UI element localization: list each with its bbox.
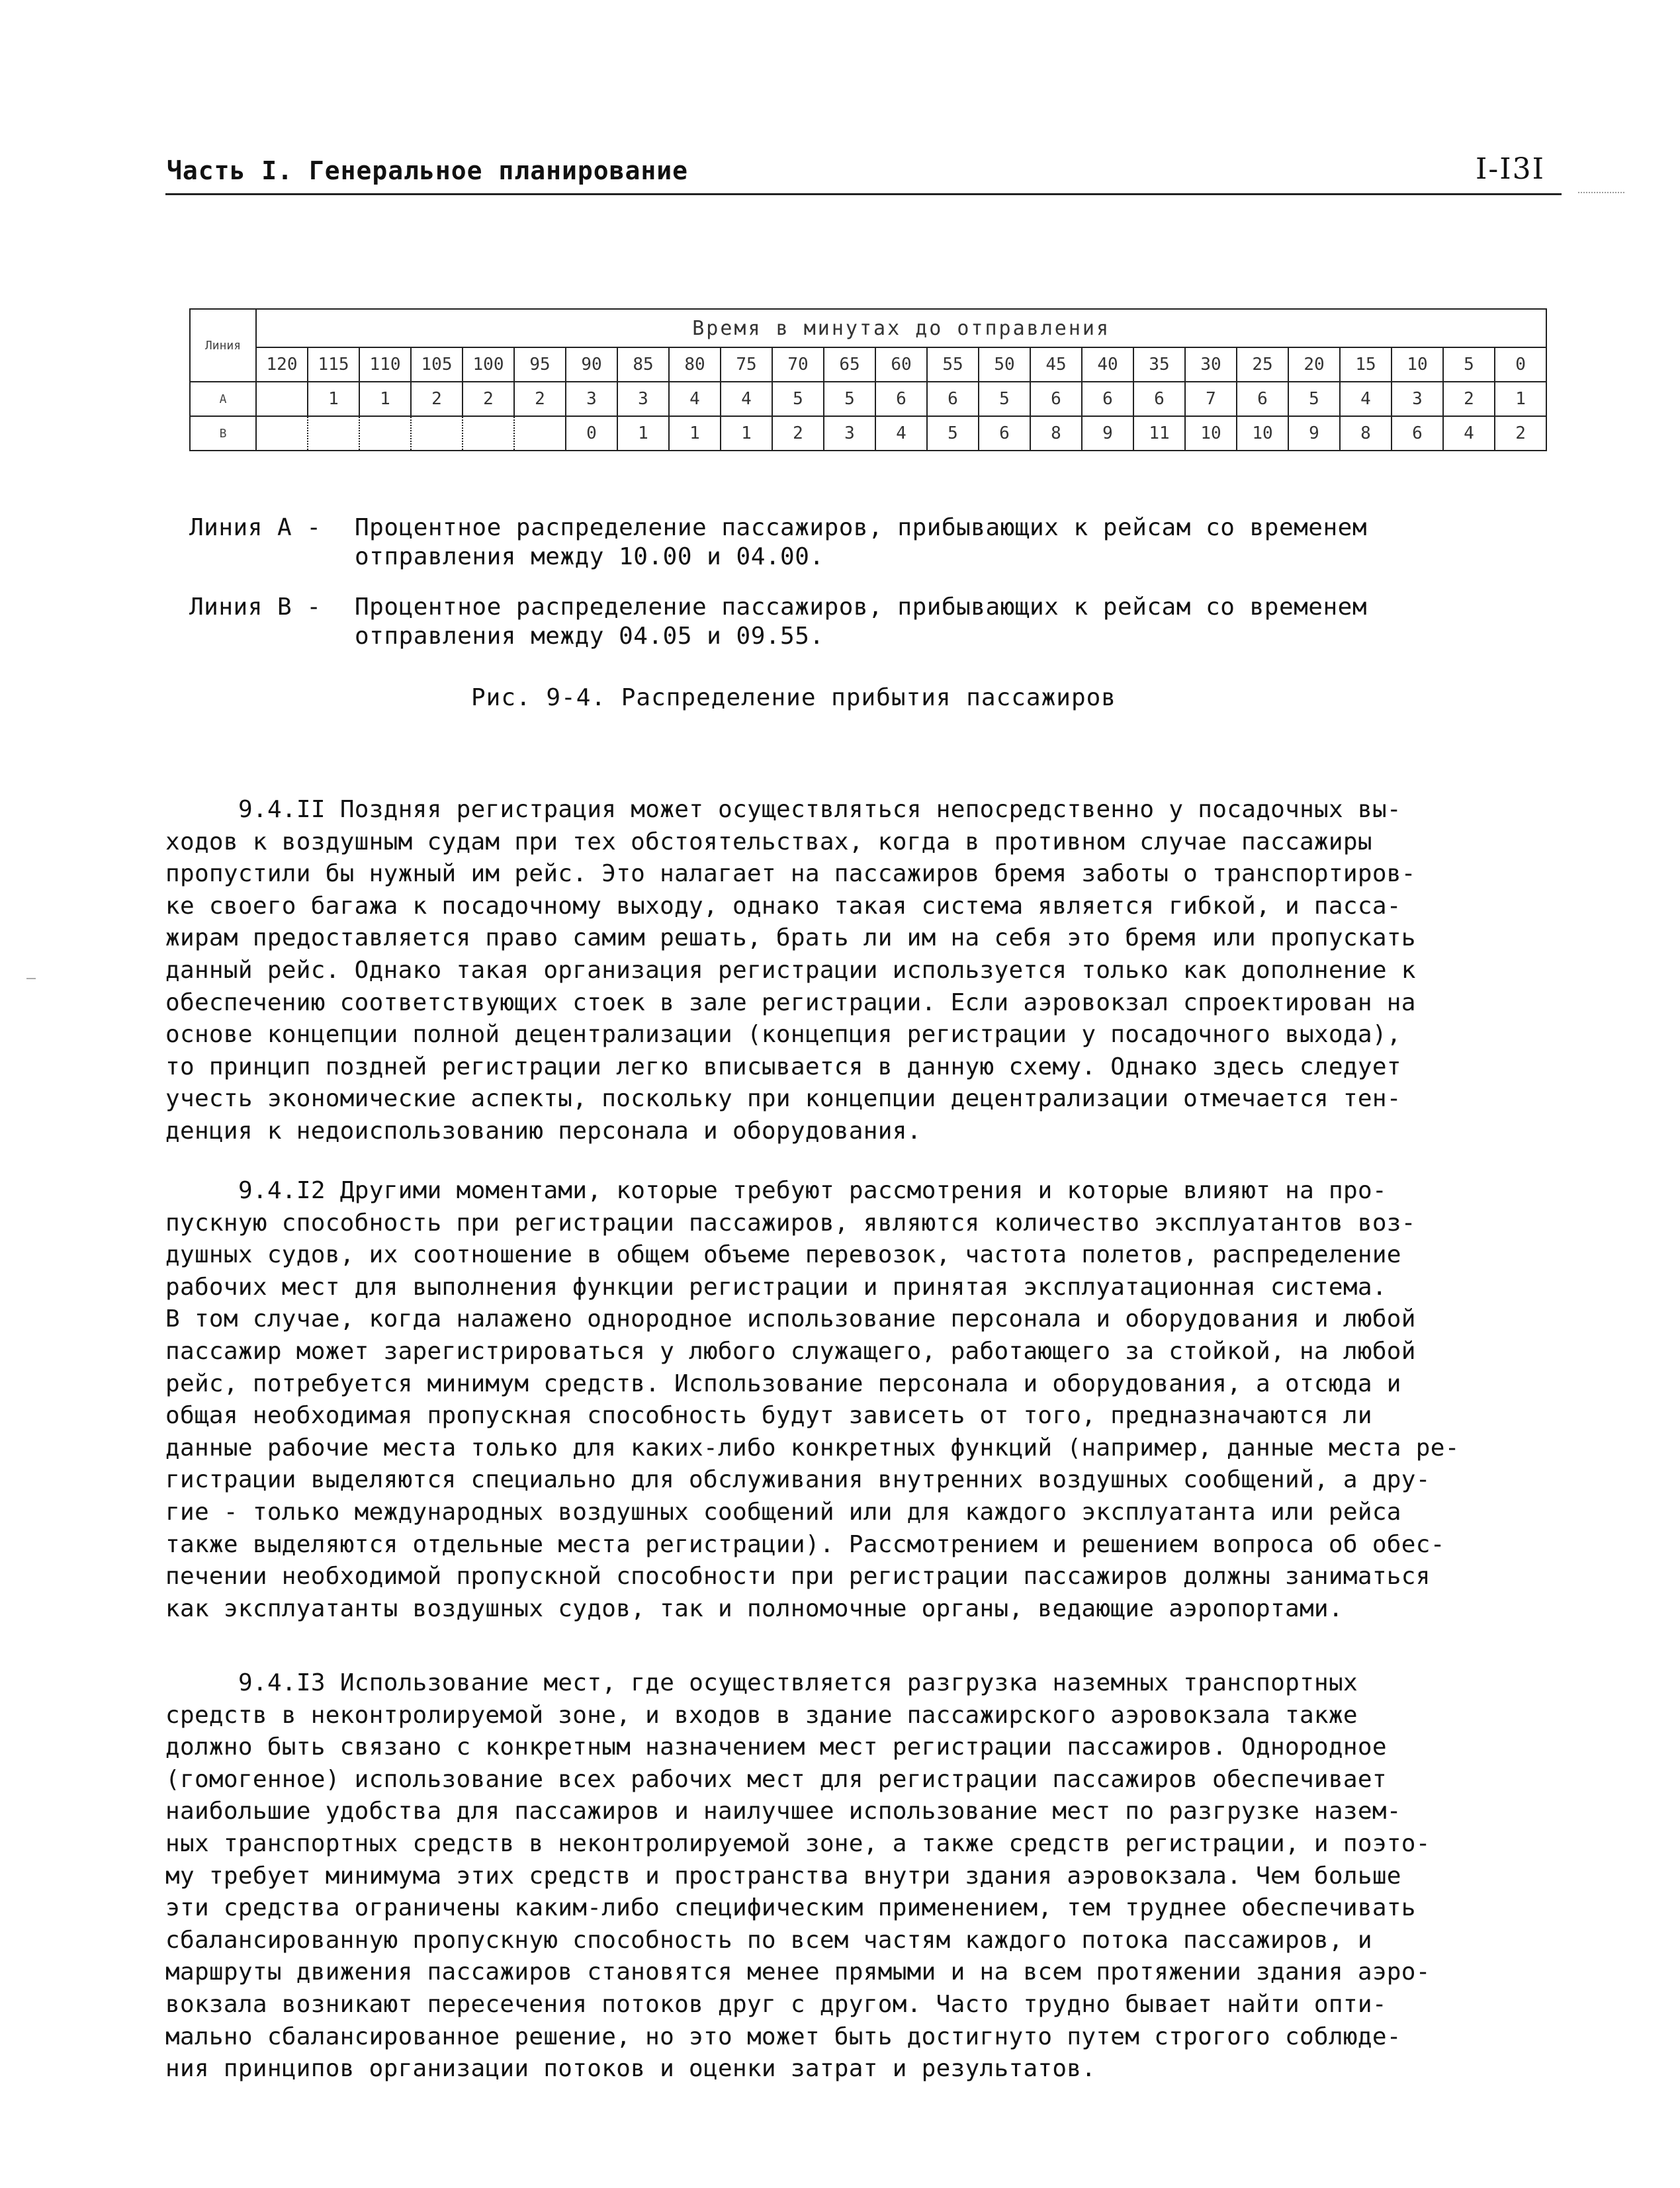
minute-cell: 115 [308,347,359,382]
legend-a-line2: отправления между 10.00 и 04.00. [355,543,824,570]
line-b-cell: 10 [1185,416,1237,451]
line-b-cell: 1 [721,416,772,451]
text-line: основе концепции полной децентрализации (концепция регистрации у посадочного выхода), [165,1021,1401,1049]
line-b-cell: 1 [617,416,669,451]
minute-cell: 25 [1237,347,1288,382]
line-a-cell: 6 [875,382,927,416]
time-axis-title: Время в минутах до отправления [256,309,1546,347]
text-line: данный рейс. Однако такая организация регистрации используется только как дополнение к [165,956,1416,984]
page-header-title: Часть I. Генеральное планирование [167,156,688,185]
line-a-cell: 5 [979,382,1030,416]
text-line: как эксплуатанты воздушных судов, так и полномочные органы, ведающие аэропортами. [165,1595,1343,1622]
legend-a-line1: Процентное распределение пассажиров, прибывающих к рейсам со временем [355,514,1367,541]
arrival-distribution-table [189,308,1547,451]
line-a-cell: 5 [824,382,875,416]
minute-cell: 120 [256,347,308,382]
text-line: ке своего багажа к посадочному выходу, однако такая система является гибкой, и пасса- [165,892,1401,920]
text-line: средств в неконтролируемой зоне, и входов в здание пассажирского аэровокзала также [165,1701,1358,1729]
line-b-cell: 9 [1288,416,1340,451]
line-a-cell: 2 [411,382,463,416]
text-line: (гомогенное) использование всех рабочих мест для регистрации пассажиров обеспечивает [165,1765,1387,1793]
text-line: общая необходимая пропускная способность будут зависеть от того, предназначаются ли [165,1402,1372,1430]
paragraph-9-4-13 [165,1667,1568,2085]
line-b-cell [308,416,359,451]
line-a-cell [256,382,308,416]
line-b-cell: 10 [1237,416,1288,451]
line-b-cell: 4 [1443,416,1495,451]
line-a-cell: 6 [1082,382,1133,416]
minute-cell: 55 [927,347,979,382]
text-line: 9.4.II Поздняя регистрация может осуществляться непосредственно у посадочных вы- [238,796,1401,823]
legend-b-text [355,593,1645,651]
line-a-cell: 6 [927,382,979,416]
line-b-cell: 0 [566,416,617,451]
minute-cell: 75 [721,347,772,382]
text-line: наибольшие удобства для пассажиров и наилучшее использование мест по разгрузке назем- [165,1798,1401,1825]
minute-cell: 70 [772,347,824,382]
minute-cell: 40 [1082,347,1133,382]
line-a-cell: 4 [669,382,721,416]
line-a-cell: 4 [1340,382,1392,416]
line-b-cell [359,416,411,451]
minute-cell: 0 [1495,347,1546,382]
line-b-cell: 3 [824,416,875,451]
minutes-row [190,347,1546,382]
text-line: ходов к воздушным судам при тех обстоятельствах, когда в противном случае пассажиры [165,828,1372,855]
text-line: гие - только международных воздушных сообщений или для каждого эксплуатанта или рейса [165,1498,1401,1526]
text-line: 9.4.I2 Другими моментами, которые требуют рассмотрения и которые влияют на про- [238,1177,1387,1204]
line-a-cell: 3 [617,382,669,416]
line-a-cell: 1 [1495,382,1546,416]
figure-caption-text: Рис. 9-4. Распределение прибытия пассажиров [471,684,1116,711]
text-line: пускную способность при регистрации пассажиров, являются количество эксплуатантов воз- [165,1209,1416,1237]
line-a-cell: 6 [1237,382,1288,416]
text-line: маршруты движения пассажиров становятся менее прямыми и на всем протяжении здания аэро- [165,1958,1431,1986]
text-line: ния принципов организации потоков и оценки затрат и результатов. [165,2055,1096,2083]
legend-b-label: Линия В - [189,593,322,621]
minute-cell: 20 [1288,347,1340,382]
legend-b-line2: отправления между 04.05 и 09.55. [355,623,824,650]
text-line: душных судов, их соотношение в общем объеме перевозок, частота полетов, распределение [165,1241,1401,1269]
text-line: жирам предоставляется право самим решать, брать ли им на себя это бремя или пропускать [165,924,1416,952]
line-b-cell [256,416,308,451]
line-b-cell: 9 [1082,416,1133,451]
text-line: эти средства ограничены каким-либо специфическим применением, тем труднее обеспечивать [165,1894,1416,1922]
line-a-cell: 1 [308,382,359,416]
text-line: рабочих мест для выполнения функции регистрации и принятая эксплуатационная система. [165,1273,1387,1301]
minute-cell: 5 [1443,347,1495,382]
row-header-line: Линия [190,309,256,382]
line-b-cell: 6 [979,416,1030,451]
text-line: также выделяются отдельные места регистрации). Рассмотрением и решением вопроса об обес- [165,1530,1445,1558]
text-line: рейс, потребуется минимум средств. Использование персонала и оборудования, а отсюда и [165,1370,1401,1397]
paragraph-9-4-12 [165,1175,1568,1625]
text-line: учесть экономические аспекты, поскольку при концепции децентрализации отмечается тен- [165,1085,1401,1113]
minute-cell: 45 [1030,347,1082,382]
page-number: I-I3I [1476,152,1546,186]
row-header-a: А [190,382,256,416]
minute-cell: 80 [669,347,721,382]
line-b-cell: 8 [1030,416,1082,451]
line-a-row [190,382,1546,416]
line-a-cell: 1 [359,382,411,416]
line-b-cell [463,416,514,451]
legend-b-line1: Процентное распределение пассажиров, прибывающих к рейсам со временем [355,593,1367,621]
line-a-cell: 4 [721,382,772,416]
minute-cell: 100 [463,347,514,382]
text-line: пропустили бы нужный им рейс. Это налагает на пассажиров бремя заботы о транспортиров- [165,860,1416,888]
minute-cell: 50 [979,347,1030,382]
row-header-b: В [190,416,256,451]
line-a-cell: 5 [772,382,824,416]
figure-caption [0,684,1680,711]
text-line: денция к недоиспользованию персонала и оборудования. [165,1117,922,1145]
text-line: должно быть связано с конкретным назначением мест регистрации пассажиров. Однородное [165,1733,1387,1761]
line-b-cell: 5 [927,416,979,451]
text-line: 9.4.I3 Использование мест, где осуществляется разгрузка наземных транспортных [238,1669,1358,1696]
line-a-cell: 2 [1443,382,1495,416]
minute-cell: 95 [514,347,566,382]
text-line: гистрации выделяются специально для обслуживания внутренних воздушных сообщений, а дру- [165,1466,1431,1494]
text-line: то принцип поздней регистрации легко вписывается в данную схему. Однако здесь следует [165,1053,1401,1080]
minute-cell: 105 [411,347,463,382]
minute-cell: 90 [566,347,617,382]
paragraph-9-4-11 [165,794,1568,1148]
minute-cell: 35 [1133,347,1185,382]
line-a-cell: 3 [1392,382,1443,416]
minute-cell: 65 [824,347,875,382]
header-divider [165,193,1562,195]
line-b-cell: 4 [875,416,927,451]
line-a-cell: 6 [1133,382,1185,416]
margin-mark [26,978,36,979]
line-b-row [190,416,1546,451]
text-line: данные рабочие места только для каких-либо конкретных функций (например, данные места ре- [165,1434,1460,1462]
text-line: мально сбалансированное решение, но это может быть достигнуто путем строгого соблюде- [165,2023,1401,2050]
text-line: обеспечению соответствующих стоек в зале регистрации. Если аэровокзал спроектирован на [165,988,1416,1016]
legend-a-text [355,513,1645,572]
text-line: печении необходимой пропускной способности при регистрации пассажиров должны заниматься [165,1563,1431,1591]
line-b-cell: 2 [1495,416,1546,451]
legend-a-label: Линия А - [189,514,322,541]
line-b-cell [514,416,566,451]
line-b-cell: 1 [669,416,721,451]
text-line: му требует минимума этих средств и пространства внутри здания аэровокзала. Чем больше [165,1862,1401,1890]
line-b-cell: 6 [1392,416,1443,451]
line-b-cell [411,416,463,451]
minute-cell: 60 [875,347,927,382]
text-line: пассажир может зарегистрироваться у любого служащего, работающего за стойкой, на любой [165,1337,1416,1365]
line-a-cell: 2 [463,382,514,416]
line-a-cell: 5 [1288,382,1340,416]
header-divider-tail [1578,192,1624,195]
minute-cell: 10 [1392,347,1443,382]
line-b-cell: 8 [1340,416,1392,451]
text-line: вокзала возникают пересечения потоков друг с другом. Часто трудно бывает найти опти- [165,1990,1387,2018]
line-a-cell: 3 [566,382,617,416]
minute-cell: 85 [617,347,669,382]
minute-cell: 30 [1185,347,1237,382]
text-line: В том случае, когда налажено однородное использование персонала и оборудования и любой [165,1305,1416,1333]
line-a-cell: 6 [1030,382,1082,416]
line-b-cell: 2 [772,416,824,451]
text-line: ных транспортных средств в неконтролируемой зоне, а также средств регистрации, и поэто- [165,1829,1431,1857]
line-a-cell: 2 [514,382,566,416]
minute-cell: 15 [1340,347,1392,382]
text-line: сбалансированную пропускную способность по всем частям каждого потока пассажиров, и [165,1926,1372,1954]
line-b-cell: 11 [1133,416,1185,451]
line-a-cell: 7 [1185,382,1237,416]
minute-cell: 110 [359,347,411,382]
